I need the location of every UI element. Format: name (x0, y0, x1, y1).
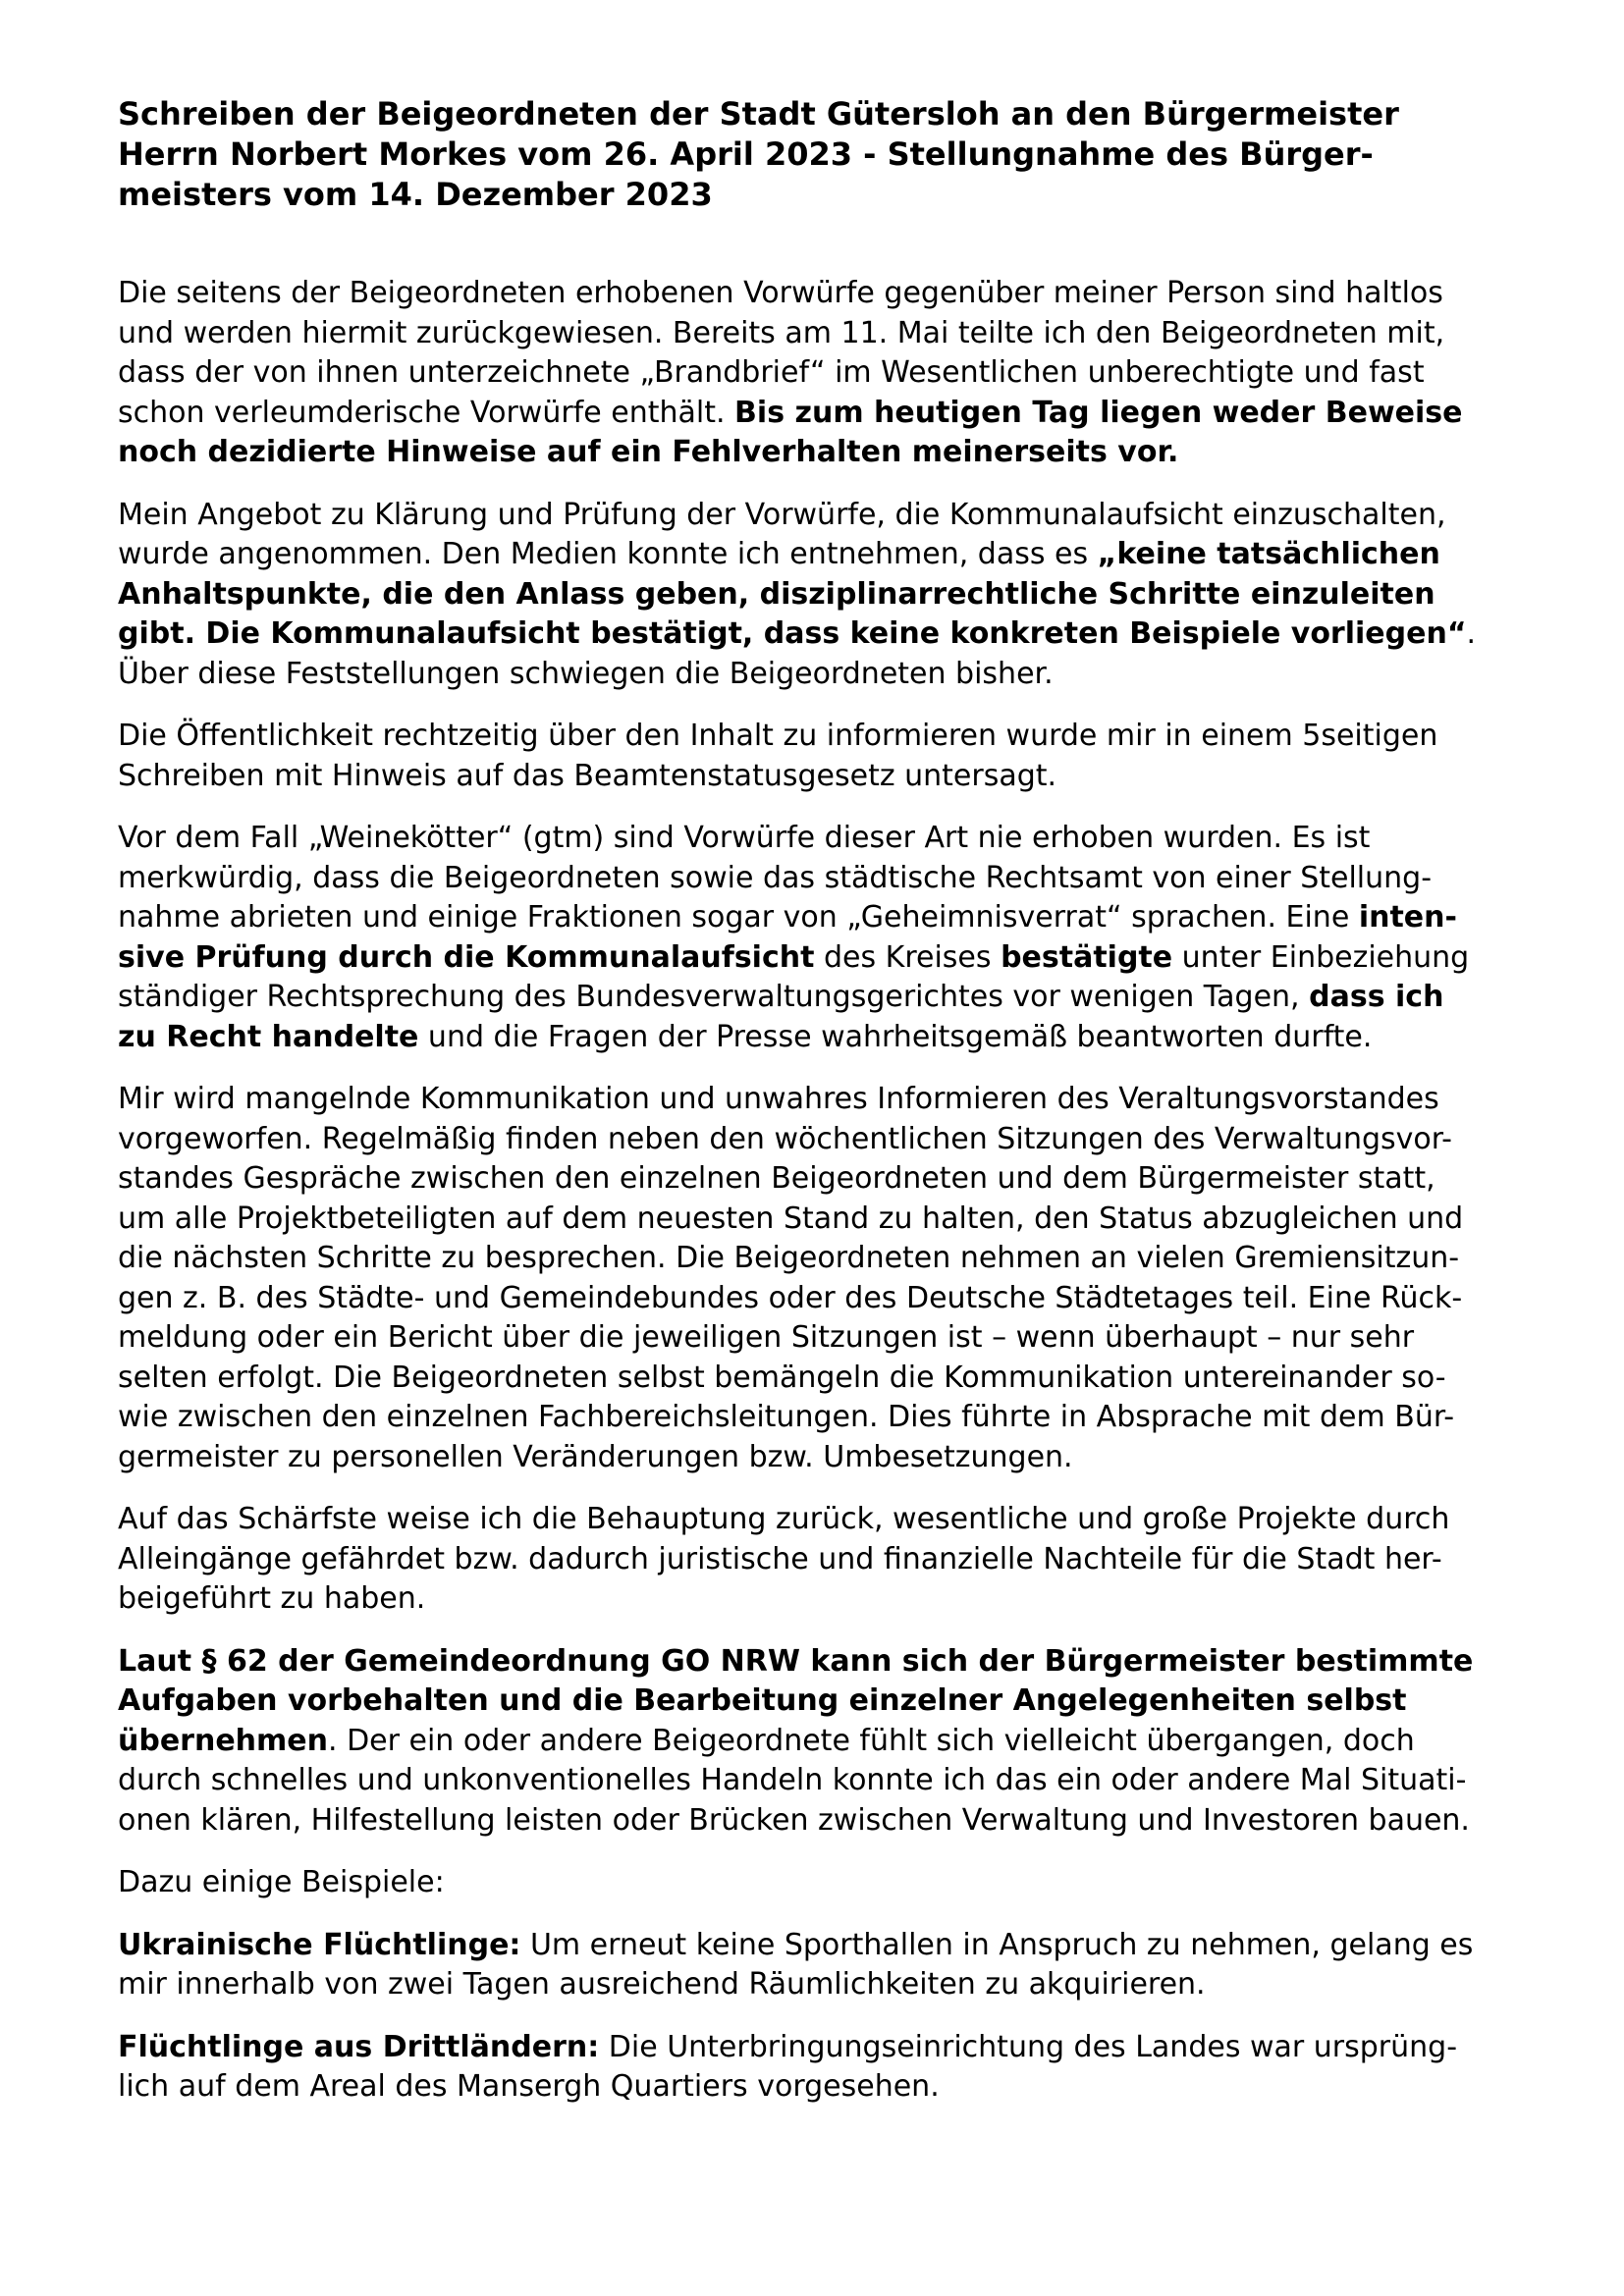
text-line: Die Unterbringungseinrichtung des Landes war ursprüng- (599, 2029, 1458, 2064)
text-line: meldung oder ein Bericht über die jeweiligen Sitzungen ist – wenn überhaupt – nur sehr (118, 1320, 1415, 1355)
text-line: mir innerhalb von zwei Tagen ausreichend Räumlichkeiten zu akquirieren. (118, 1967, 1206, 2002)
text-line: wie zwischen den einzelnen Fachbereichsleitungen. Dies führte in Absprache mit dem Bür- (118, 1400, 1455, 1434)
text-line: und die Fragen der Presse wahrheitsgemäß beantworten durfte. (418, 1019, 1373, 1054)
bold-text: „keine tatsächlichen (1097, 537, 1440, 571)
bold-text: inten- (1358, 900, 1457, 934)
text-line: dass der von ihnen unterzeichnete „Brandbrief“ im Wesentlichen unberechtigte und fast (118, 355, 1425, 390)
text-line: selten erfolgt. Die Beigeordneten selbst bemängeln die Kommunikation untereinander so- (118, 1360, 1446, 1395)
paragraph-beispiele-intro (118, 1863, 1517, 1903)
text-line: beigeführt zu haben. (118, 1581, 426, 1616)
bold-text: Ukrainische Flüchtlinge: (118, 1927, 521, 1962)
text-line: Auf das Schärfste weise ich die Behauptung zurück, wesentliche und große Projekte durch (118, 1502, 1450, 1536)
text-line: . Der ein oder andere Beigeordnete fühlt sich vielleicht übergangen, doch (328, 1723, 1415, 1758)
text-line: standes Gespräche zwischen den einzelnen Beigeordneten und dem Bürgermeister statt, (118, 1161, 1435, 1196)
text-line: unter Einbeziehung (1172, 939, 1470, 975)
text-line: Schreiben mit Hinweis auf das Beamtenstatusgesetz untersagt. (118, 758, 1057, 793)
text-line: Die Öffentlichkeit rechtzeitig über den Inhalt zu informieren wurde mir in einem 5seitigen (118, 719, 1438, 753)
bold-text: Flüchtlinge aus Drittländern: (118, 2029, 600, 2064)
paragraph-weinekoetter (118, 819, 1517, 1057)
bold-text: übernehmen (118, 1723, 328, 1758)
bold-text: sive Prüfung durch die Kommunalaufsicht (118, 939, 815, 975)
bold-text: Laut § 62 der Gemeindeordnung GO NRW kann sich der Bürgermeister bestimmte (118, 1643, 1474, 1679)
text-line: merkwürdig, dass die Beigeordneten sowie das städtische Rechtsamt von einer Stellung- (118, 860, 1433, 895)
text-line: schon verleumderische Vorwürfe enthält. (118, 395, 735, 430)
title-line: Schreiben der Beigeordneten der Stadt Gütersloh an den Bürgermeister (118, 95, 1399, 133)
text-line: Vor dem Fall „Weinekötter“ (gtm) sind Vorwürfe dieser Art nie erhoben wurden. Es ist (118, 821, 1371, 855)
text-line: lich auf dem Areal des Mansergh Quartiers vorgesehen. (118, 2069, 940, 2104)
text-line: germeister zu personellen Veränderungen bzw. Umbesetzungen. (118, 1439, 1073, 1474)
text-line: onen klären, Hilfestellung leisten oder Brücken zwischen Verwaltung und Investoren bauen. (118, 1802, 1470, 1838)
bold-text: bestätigte (1001, 939, 1173, 975)
paragraph-kommunalaufsicht (118, 496, 1517, 695)
title-line: Herrn Norbert Morkes vom 26. April 2023 - Stellungnahme des Bürger- (118, 135, 1374, 173)
bold-text: dass ich (1309, 980, 1444, 1014)
text-line: durch schnelles und unkonventionelles Handeln konnte ich das ein oder andere Mal Situati- (118, 1763, 1467, 1797)
paragraph-ukraine (118, 1926, 1517, 2005)
document-body (118, 94, 1517, 2130)
text-line: des Kreises (814, 939, 1001, 975)
paragraph-rejection (118, 274, 1517, 473)
text-line: gen z. B. des Städte- und Gemeindebundes oder des Deutsche Städtetages teil. Eine Rück- (118, 1280, 1463, 1315)
text-line: die nächsten Schritte zu besprechen. Die Beigeordneten nehmen an vielen Gremiensitzun- (118, 1241, 1460, 1275)
paragraph-oeffentlichkeit (118, 717, 1517, 796)
document-title (118, 94, 1517, 215)
text-line: Dazu einige Beispiele: (118, 1865, 445, 1899)
text-line: Die seitens der Beigeordneten erhobenen Vorwürfe gegenüber meiner Person sind haltlos (118, 276, 1443, 310)
text-line: ständiger Rechtsprechung des Bundesverwaltungsgerichtes vor wenigen Tagen, (118, 980, 1310, 1014)
bold-text: Aufgaben vorbehalten und die Bearbeitung einzelner Angelegenheiten selbst (118, 1683, 1407, 1718)
text-line: nahme abrieten und einige Fraktionen sogar von „Geheimnisverrat“ sprachen. Eine (118, 900, 1359, 934)
text-line: . (1466, 616, 1477, 651)
text-line: Mein Angebot zu Klärung und Prüfung der Vorwürfe, die Kommunalaufsicht einzuschalten, (118, 497, 1446, 532)
bold-text: zu Recht handelte (118, 1019, 419, 1054)
text-line: vorgeworfen. Regelmäßig finden neben den wöchentlichen Sitzungen des Verwaltungsvor- (118, 1121, 1452, 1156)
text-line: Alleingänge gefährdet bzw. dadurch juristische und finanzielle Nachteile für die Stadt her- (118, 1541, 1442, 1576)
paragraph-kommunikation (118, 1080, 1517, 1477)
bold-text: Bis zum heutigen Tag liegen weder Beweise (734, 395, 1463, 430)
bold-text: gibt. Die Kommunalaufsicht bestätigt, dass keine konkreten Beispiele vorliegen“ (118, 616, 1467, 651)
bold-text: noch dezidierte Hinweise auf ein Fehlverhalten meinerseits vor. (118, 435, 1179, 469)
text-line: Über diese Feststellungen schwiegen die Beigeordneten bisher. (118, 656, 1054, 691)
paragraph-projekte (118, 1500, 1517, 1620)
paragraph-drittlaender (118, 2028, 1517, 2108)
title-line: meisters vom 14. Dezember 2023 (118, 176, 713, 213)
text-line: um alle Projektbeteiligten auf dem neuesten Stand zu halten, den Status abzugleichen und (118, 1201, 1464, 1236)
text-line: Mir wird mangelnde Kommunikation und unwahres Informieren des Veraltungsvorstandes (118, 1082, 1439, 1116)
bold-text: Anhaltspunkte, die den Anlass geben, disziplinarrechtliche Schritte einzuleiten (118, 576, 1435, 612)
text-line: Um erneut keine Sporthallen in Anspruch zu nehmen, gelang es (520, 1927, 1474, 1962)
text-line: wurde angenommen. Den Medien konnte ich entnehmen, dass es (118, 537, 1098, 571)
paragraph-gemeindeordnung (118, 1642, 1517, 1842)
text-line: und werden hiermit zurückgewiesen. Bereits am 11. Mai teilte ich den Beigeordneten mit, (118, 315, 1445, 350)
